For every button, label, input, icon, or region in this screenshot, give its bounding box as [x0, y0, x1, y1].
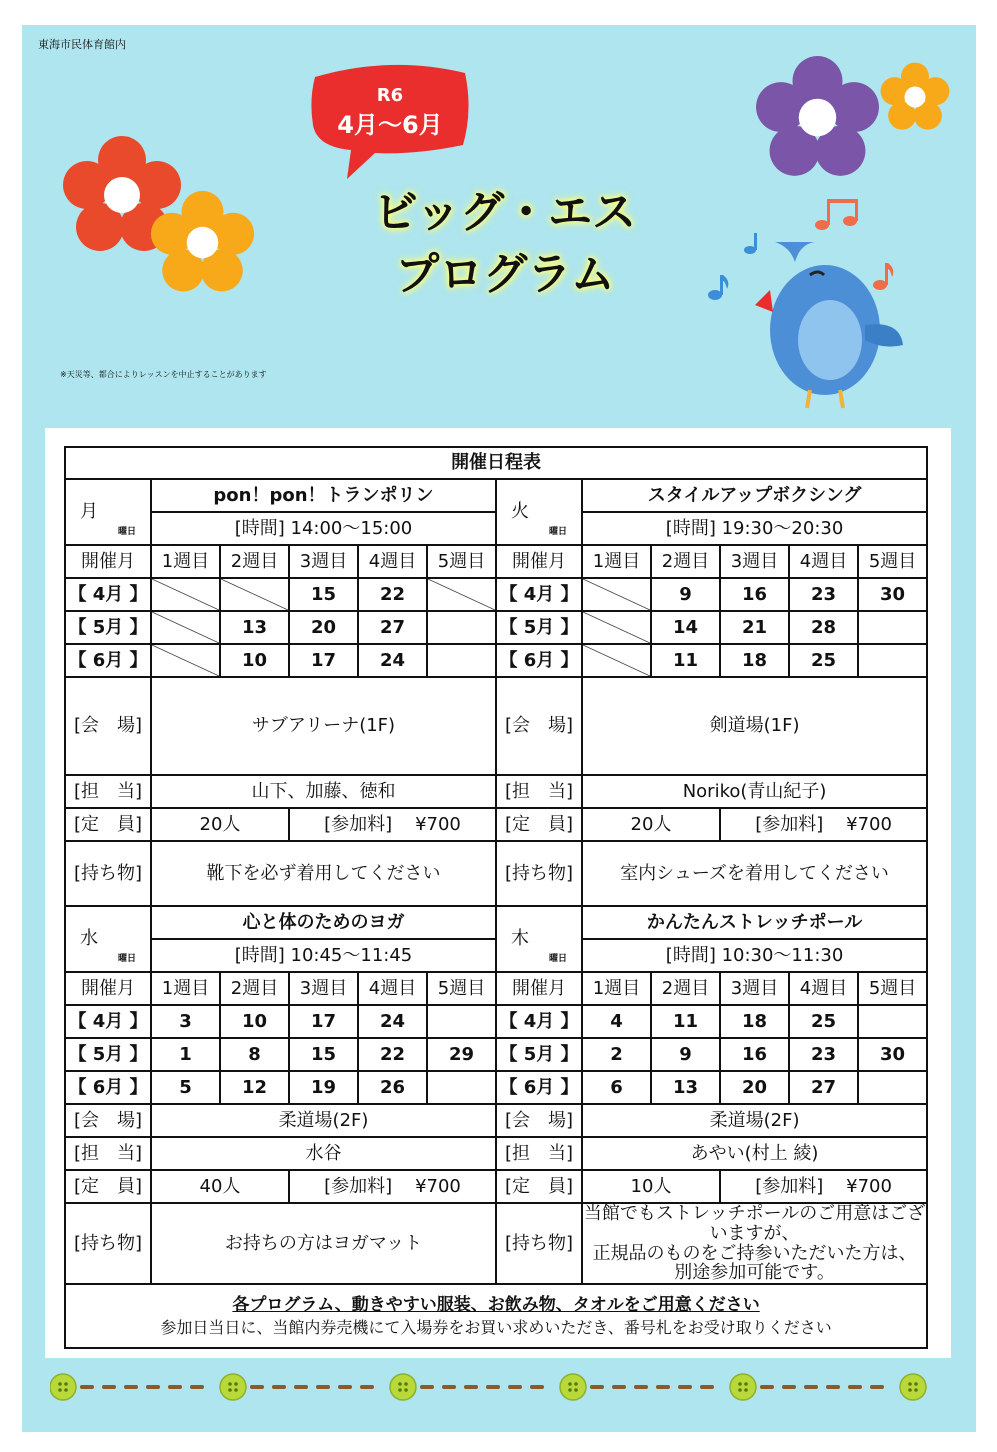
staff-thu: あやい(村上 綾) [582, 1137, 927, 1170]
fee-value: ¥700 [846, 1175, 892, 1197]
venue-label: [会 場] [496, 677, 582, 775]
fee-wed [289, 1170, 496, 1203]
items-thu [582, 1203, 927, 1284]
week-header: 1週目 [151, 545, 220, 578]
capacity-label: [定 員] [65, 1170, 151, 1203]
day-thu [496, 906, 582, 972]
schedule-table [64, 446, 928, 1349]
bubble-range: 4月〜6月 [337, 111, 443, 139]
flower-icon [150, 190, 255, 295]
date-cell [427, 611, 496, 644]
week-header: 4週目 [358, 972, 427, 1005]
month-cell: 【 4月 】 [65, 578, 151, 611]
table-caption: 開催日程表 [65, 447, 927, 479]
program-time-mon: [時間] 14:00〜15:00 [151, 512, 496, 545]
date-cell: 10 [220, 644, 289, 677]
table-footer [65, 1284, 927, 1348]
fee-label: [参加料] [324, 1175, 393, 1197]
date-cell: 24 [358, 644, 427, 677]
items-tue: 室内シューズを着用してください [582, 841, 927, 906]
date-cell-empty [582, 611, 651, 644]
date-cell [427, 1005, 496, 1038]
date-cell: 25 [789, 644, 858, 677]
date-cell: 8 [220, 1038, 289, 1071]
week-header: 3週目 [720, 545, 789, 578]
week-header: 2週目 [220, 545, 289, 578]
title-line-1: ビッグ・エス [373, 187, 637, 238]
date-cell [858, 644, 927, 677]
month-header: 開催月 [496, 972, 582, 1005]
capacity-wed: 40人 [151, 1170, 289, 1203]
staff-label: [担 当] [65, 775, 151, 808]
date-cell: 26 [358, 1071, 427, 1104]
week-header: 5週目 [427, 545, 496, 578]
items-thu-line: 別途参加可能です。 [674, 1262, 835, 1284]
venue-thu: 柔道場(2F) [582, 1104, 927, 1137]
program-time-wed: [時間] 10:45〜11:45 [151, 939, 496, 972]
flower-icon [755, 55, 880, 180]
date-cell: 5 [151, 1071, 220, 1104]
program-time-tue: [時間] 19:30〜20:30 [582, 512, 927, 545]
date-cell [427, 644, 496, 677]
date-cell: 13 [220, 611, 289, 644]
venue-tue: 剣道場(1F) [582, 677, 927, 775]
fee-label: [参加料] [324, 813, 393, 835]
staff-wed: 水谷 [151, 1137, 496, 1170]
week-header: 1週目 [151, 972, 220, 1005]
week-header: 1週目 [582, 545, 651, 578]
day-wed [65, 906, 151, 972]
venue-mon: サブアリーナ(1F) [151, 677, 496, 775]
date-cell: 16 [720, 1038, 789, 1071]
disclaimer-note: ※天災等、都合によりレッスンを中止することがあります [60, 370, 267, 379]
venue-label: [会 場] [65, 1104, 151, 1137]
date-cell-empty [220, 578, 289, 611]
footer-line-2: 参加日当日に、当館内券売機にて入場券をお買い求めいただき、番号札をお受け取りください [160, 1317, 832, 1337]
date-cell: 9 [651, 1038, 720, 1071]
title-line-2: プログラム [395, 249, 615, 300]
date-cell: 19 [289, 1071, 358, 1104]
fee-value: ¥700 [415, 1175, 461, 1197]
date-cell: 17 [289, 644, 358, 677]
date-cell: 22 [358, 1038, 427, 1071]
month-cell: 【 4月 】 [496, 1005, 582, 1038]
month-cell: 【 5月 】 [65, 611, 151, 644]
date-cell: 21 [720, 611, 789, 644]
youbi-label: 曜日 [118, 954, 137, 965]
staff-label: [担 当] [496, 1137, 582, 1170]
items-thu-line: 当館でもストレッチポールのご用意はございますが、 [583, 1203, 926, 1244]
date-cell: 23 [789, 578, 858, 611]
month-header: 開催月 [65, 972, 151, 1005]
month-cell: 【 6月 】 [496, 1071, 582, 1104]
date-cell: 6 [582, 1071, 651, 1104]
date-cell: 16 [720, 578, 789, 611]
week-header: 1週目 [582, 972, 651, 1005]
week-header: 4週目 [789, 545, 858, 578]
date-cell: 23 [789, 1038, 858, 1071]
date-cell-empty [427, 578, 496, 611]
bird-icon [755, 230, 905, 410]
date-cell: 18 [720, 644, 789, 677]
date-cell: 30 [858, 578, 927, 611]
day-wed-label: 水 [80, 928, 98, 950]
date-cell: 11 [651, 1005, 720, 1038]
date-cell [858, 1005, 927, 1038]
week-header: 3週目 [289, 972, 358, 1005]
date-cell: 27 [789, 1071, 858, 1104]
month-cell: 【 5月 】 [496, 1038, 582, 1071]
month-header: 開催月 [496, 545, 582, 578]
staff-tue: Noriko(青山紀子) [582, 775, 927, 808]
date-cell [427, 1071, 496, 1104]
day-mon [65, 479, 151, 545]
bubble-year: R6 [376, 85, 404, 106]
date-cell: 12 [220, 1071, 289, 1104]
week-header: 3週目 [720, 972, 789, 1005]
items-label: [持ち物] [65, 841, 151, 906]
capacity-label: [定 員] [65, 808, 151, 841]
date-cell: 4 [582, 1005, 651, 1038]
date-cell: 10 [220, 1005, 289, 1038]
date-cell: 11 [651, 644, 720, 677]
button-dot-icon [50, 1372, 930, 1402]
program-time-thu: [時間] 10:30〜11:30 [582, 939, 927, 972]
items-thu-line: 正規品のものをご持参いただいた方は、 [592, 1242, 917, 1264]
capacity-tue: 20人 [582, 808, 720, 841]
capacity-thu: 10人 [582, 1170, 720, 1203]
month-cell: 【 4月 】 [65, 1005, 151, 1038]
items-label: [持ち物] [496, 841, 582, 906]
date-cell: 18 [720, 1005, 789, 1038]
venue-label: [会 場] [65, 677, 151, 775]
date-cell: 30 [858, 1038, 927, 1071]
staff-mon: 山下、加藤、徳和 [151, 775, 496, 808]
date-cell: 3 [151, 1005, 220, 1038]
date-cell: 20 [289, 611, 358, 644]
fee-mon [289, 808, 496, 841]
fee-value: ¥700 [846, 813, 892, 835]
items-label: [持ち物] [496, 1203, 582, 1284]
week-header: 5週目 [858, 545, 927, 578]
week-header: 5週目 [427, 972, 496, 1005]
month-header: 開催月 [65, 545, 151, 578]
youbi-label: 曜日 [118, 527, 137, 538]
day-tue [496, 479, 582, 545]
date-cell: 9 [651, 578, 720, 611]
venue-wed: 柔道場(2F) [151, 1104, 496, 1137]
month-cell: 【 6月 】 [65, 644, 151, 677]
date-cell-empty [582, 644, 651, 677]
week-header: 4週目 [358, 545, 427, 578]
date-cell: 24 [358, 1005, 427, 1038]
fee-label: [参加料] [755, 1175, 824, 1197]
month-cell: 【 5月 】 [496, 611, 582, 644]
date-cell: 20 [720, 1071, 789, 1104]
date-cell: 27 [358, 611, 427, 644]
capacity-mon: 20人 [151, 808, 289, 841]
week-header: 4週目 [789, 972, 858, 1005]
items-wed: お持ちの方はヨガマット [151, 1203, 496, 1284]
page-title [340, 182, 670, 306]
capacity-label: [定 員] [496, 1170, 582, 1203]
items-label: [持ち物] [65, 1203, 151, 1284]
week-header: 5週目 [858, 972, 927, 1005]
week-header: 2週目 [651, 972, 720, 1005]
day-mon-label: 月 [80, 501, 98, 523]
program-name-wed: 心と体のためのヨガ [151, 906, 496, 939]
date-cell: 28 [789, 611, 858, 644]
date-cell [858, 1071, 927, 1104]
date-cell: 14 [651, 611, 720, 644]
date-cell [858, 611, 927, 644]
fee-label: [参加料] [755, 813, 824, 835]
date-cell: 17 [289, 1005, 358, 1038]
date-cell: 22 [358, 578, 427, 611]
program-name-tue: スタイルアップボクシング [582, 479, 927, 512]
date-cell-empty [151, 578, 220, 611]
youbi-label: 曜日 [549, 954, 568, 965]
fee-tue [720, 808, 927, 841]
program-name-mon: pon！pon！トランポリン [151, 479, 496, 512]
month-cell: 【 4月 】 [496, 578, 582, 611]
date-cell: 15 [289, 578, 358, 611]
month-cell: 【 6月 】 [496, 644, 582, 677]
date-cell: 13 [651, 1071, 720, 1104]
day-tue-label: 火 [511, 501, 529, 523]
fee-thu [720, 1170, 927, 1203]
footer-line-1: 各プログラム、動きやすい服装、お飲み物、タオルをご用意ください [232, 1295, 760, 1316]
date-cell: 25 [789, 1005, 858, 1038]
date-cell: 2 [582, 1038, 651, 1071]
week-header: 2週目 [651, 545, 720, 578]
date-cell-empty [582, 578, 651, 611]
month-cell: 【 6月 】 [65, 1071, 151, 1104]
youbi-label: 曜日 [549, 527, 568, 538]
fee-value: ¥700 [415, 813, 461, 835]
date-cell-empty [151, 644, 220, 677]
venue-label: [会 場] [496, 1104, 582, 1137]
date-cell: 15 [289, 1038, 358, 1071]
week-header: 3週目 [289, 545, 358, 578]
staff-label: [担 当] [65, 1137, 151, 1170]
location-label: 東海市民体育館内 [38, 38, 126, 51]
flower-icon [880, 62, 950, 132]
week-header: 2週目 [220, 972, 289, 1005]
program-name-thu: かんたんストレッチポール [582, 906, 927, 939]
staff-label: [担 当] [496, 775, 582, 808]
day-thu-label: 木 [511, 928, 529, 950]
date-cell-empty [151, 611, 220, 644]
capacity-label: [定 員] [496, 808, 582, 841]
date-cell: 1 [151, 1038, 220, 1071]
month-cell: 【 5月 】 [65, 1038, 151, 1071]
items-mon: 靴下を必ず着用してください [151, 841, 496, 906]
date-cell: 29 [427, 1038, 496, 1071]
